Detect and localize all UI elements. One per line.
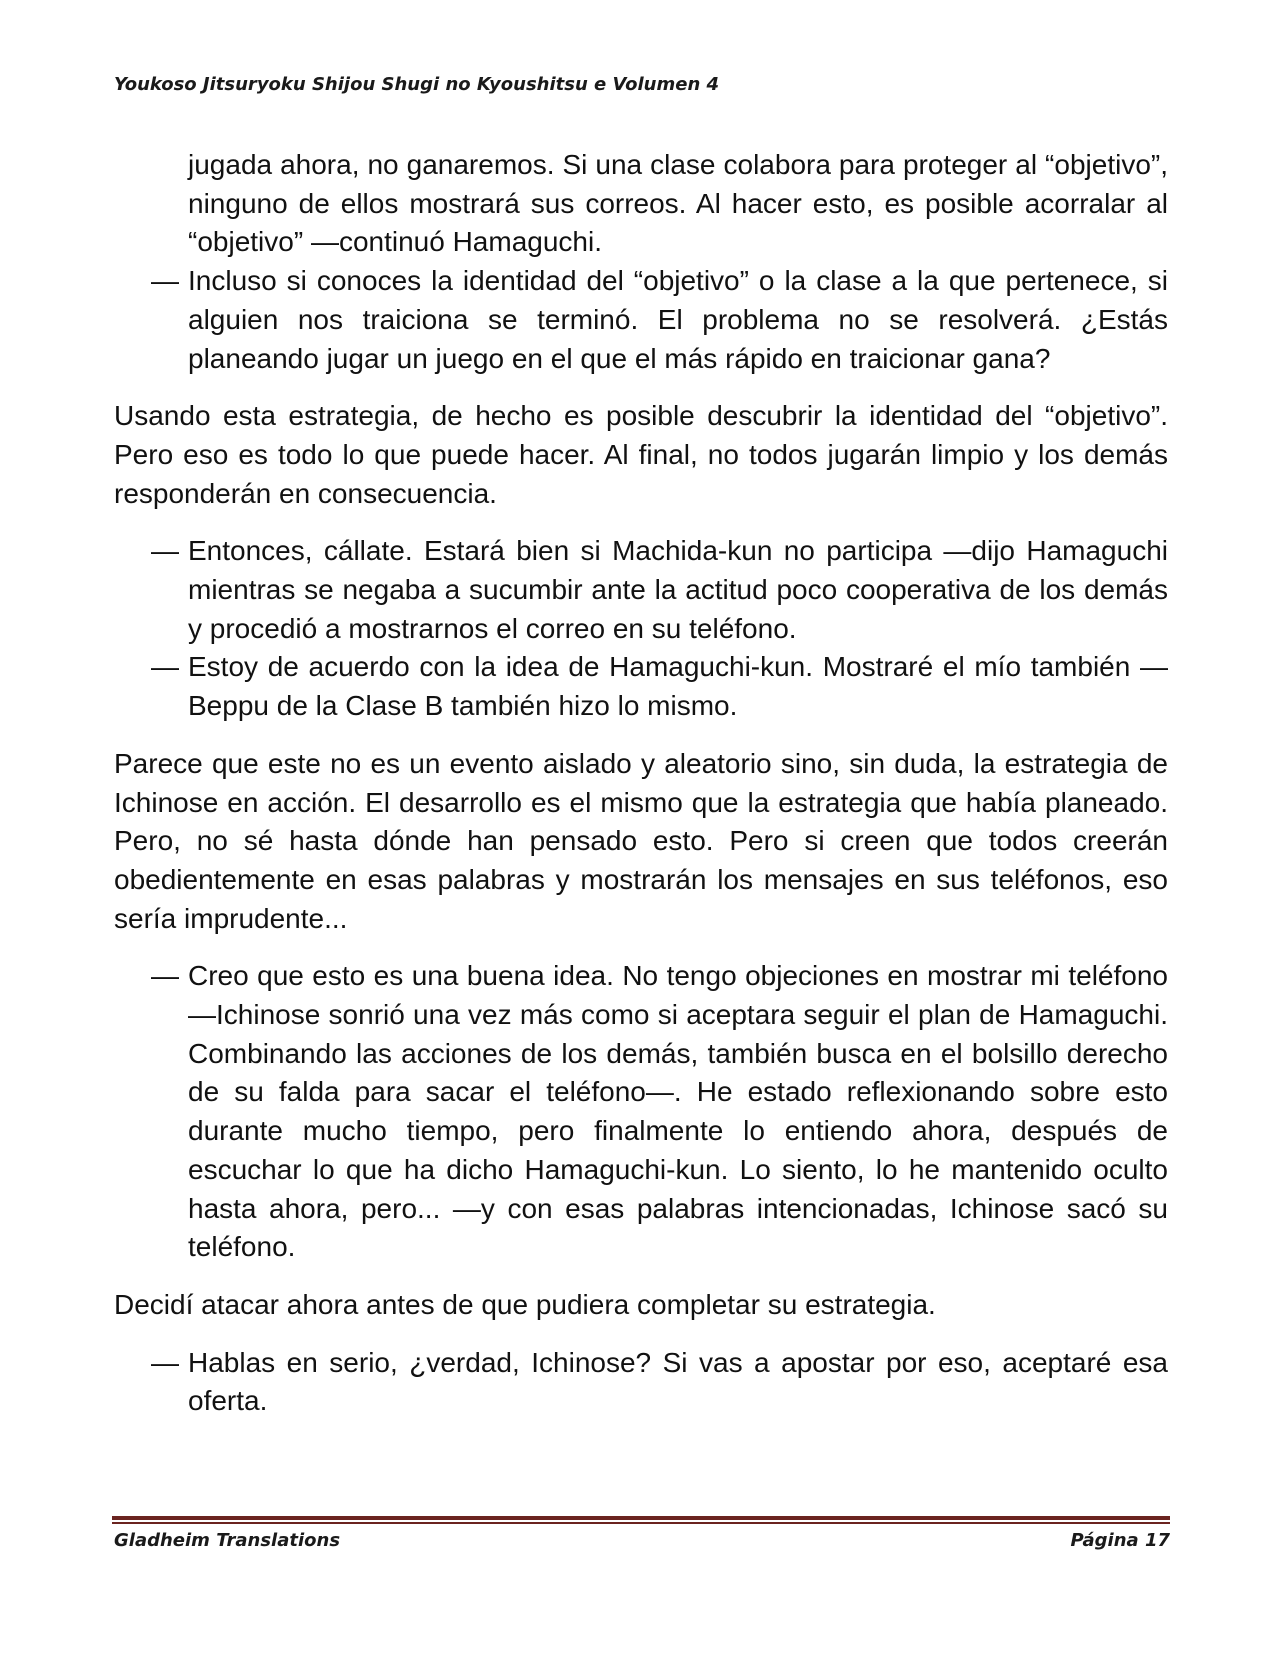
- dialog-dash: —: [151, 1346, 179, 1378]
- narration-paragraph: Decidí atacar ahora antes de que pudiera completar su estrategia.: [114, 1288, 936, 1320]
- dialog-group: [114, 532, 1168, 726]
- footer-page-number: Página 17: [1070, 1530, 1170, 1551]
- dialog-line: [114, 1344, 1168, 1421]
- dialog-group: [114, 146, 1168, 378]
- dialog-text: Hablas en serio, ¿verdad, Ichinose? Si vas a apostar por eso, aceptaré esa oferta.: [188, 1346, 1168, 1417]
- dialog-line: [114, 532, 1168, 648]
- dialog-text: Creo que esto es una buena idea. No tengo objeciones en mostrar mi teléfono —Ichinose sonrió una vez más como si aceptara seguir el plan de Hamaguchi. Combinando las acciones de los demás, también busca en el bolsillo derecho de su falda para sacar el teléfono—. He estado reflexionando sobre esto durante mucho tiempo, pero finalmente lo entiendo ahora, después de escuchar lo que ha dicho Hamaguchi-kun. Lo siento, lo he mantenido oculto hasta ahora, pero... —y con esas palabras intencionadas, Ichinose sacó su teléfono.: [188, 960, 1168, 1263]
- narration-paragraph: Parece que este no es un evento aislado y aleatorio sino, sin duda, la estrategia de Ichinose en acción. El desarrollo es el mismo que la estrategia que había planeado. Pero, no sé hasta dónde han pensado esto. Pero si creen que todos creerán obedientemente en esas palabras y mostrarán los mensajes en sus teléfonos, eso sería imprudente...: [114, 747, 1168, 934]
- dialog-dash: —: [151, 535, 179, 567]
- dialog-line: jugada ahora, no ganaremos. Si una clase colabora para proteger al “objetivo”, ninguno de ellos mostrará sus correos. Al hacer esto, es posible acorralar al “objetivo” —continuó Hamaguchi.: [188, 149, 1168, 258]
- narration-paragraph: Usando esta estrategia, de hecho es posible descubrir la identidad del “objetivo”. Pero eso es todo lo que puede hacer. Al final, no todos jugarán limpio y los demás responderán en consecuencia.: [114, 400, 1168, 509]
- page-header-title: Youkoso Jitsuryoku Shijou Shugi no Kyoushitsu e Volumen 4: [114, 74, 720, 95]
- dialog-dash: —: [151, 651, 179, 683]
- dialog-line: [114, 648, 1168, 725]
- dialog-text: Estoy de acuerdo con la idea de Hamaguchi-kun. Mostraré el mío también —Beppu de la Clase B también hizo lo mismo.: [188, 651, 1168, 722]
- dialog-dash: —: [151, 265, 179, 297]
- dialog-dash: —: [151, 960, 179, 992]
- dialog-line: [114, 957, 1168, 1267]
- dialog-text: Entonces, cállate. Estará bien si Machida-kun no participa —dijo Hamaguchi mientras se negaba a sucumbir ante la actitud poco cooperativa de los demás y procedió a mostrarnos el correo en su teléfono.: [188, 535, 1168, 644]
- dialog-text: Incluso si conoces la identidad del “objetivo” o la clase a la que pertenece, si alguien nos traiciona se terminó. El problema no se resolverá. ¿Estás planeando jugar un juego en el que el más rápido en traicionar gana?: [188, 265, 1168, 374]
- page-body: [114, 146, 1168, 1440]
- footer-publisher: Gladheim Translations: [114, 1530, 341, 1551]
- dialog-group: [114, 1344, 1168, 1421]
- footer-divider: [112, 1516, 1170, 1524]
- dialog-group: [114, 957, 1168, 1267]
- dialog-line: [114, 262, 1168, 378]
